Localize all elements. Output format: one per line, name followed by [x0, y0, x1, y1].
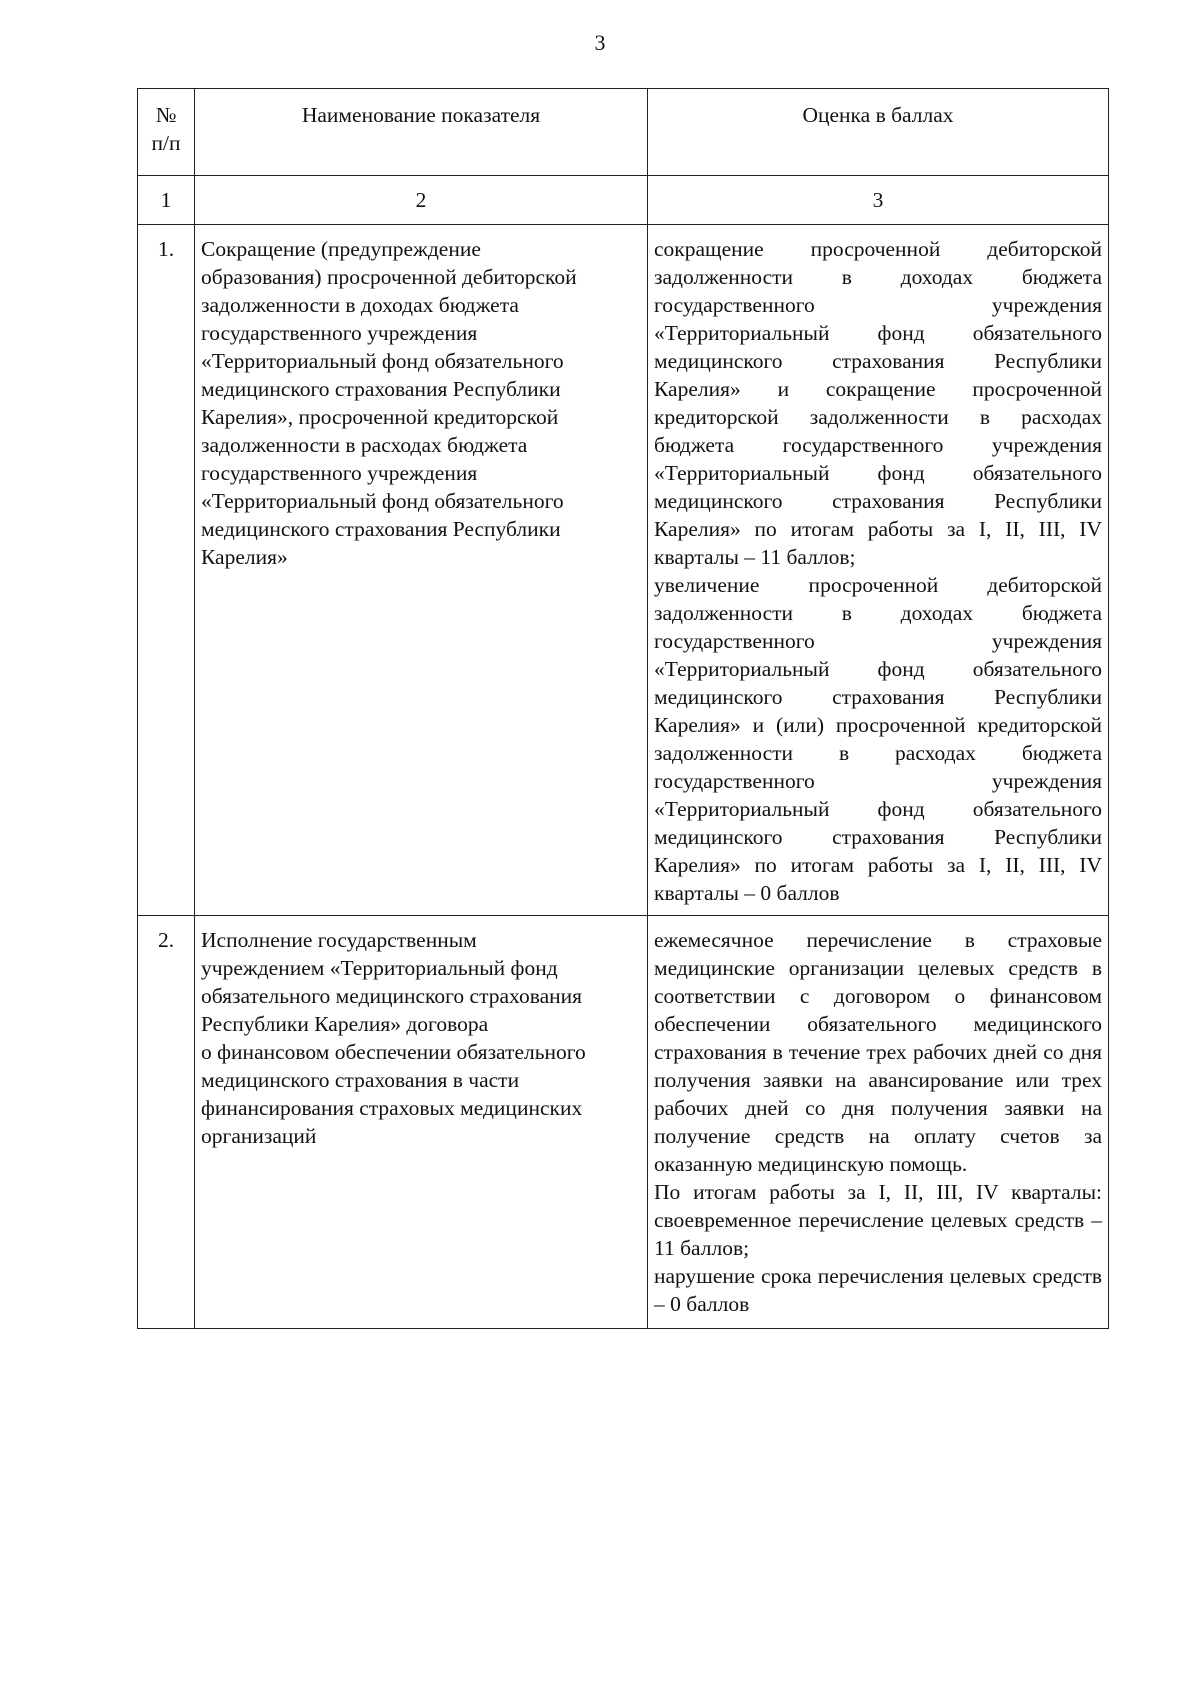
score-paragraph: По итогам работы за I, II, III, IV кварталы: своевременное перечисление целевых средств – 11 баллов;	[654, 1180, 1102, 1260]
indicator-name-line: задолженности в расходах бюджета	[201, 433, 528, 457]
score-description	[648, 225, 1109, 916]
indicator-name	[195, 916, 648, 1329]
column-number-3: 3	[648, 176, 1109, 225]
column-number-2: 2	[195, 176, 648, 225]
header-indicator-name: Наименование показателя	[195, 89, 648, 176]
score-paragraph: нарушение срока перечисления целевых средств – 0 баллов	[654, 1264, 1102, 1316]
indicator-name-line: Карелия», просроченной кредиторской	[201, 405, 559, 429]
page-number: 3	[594, 30, 606, 55]
header-score: Оценка в баллах	[648, 89, 1109, 176]
table-row	[138, 916, 1109, 1329]
table-header-row	[138, 89, 1109, 176]
row-number: 1.	[138, 225, 195, 916]
column-number-1: 1	[138, 176, 195, 225]
header-number	[138, 89, 195, 176]
indicator-name	[195, 225, 648, 916]
indicator-name-line: медицинского страхования в части	[201, 1068, 520, 1092]
score-paragraph: увеличение просроченной дебиторской задолженности в доходах бюджета государственного учреждения «Территориальный фонд обязательного медицинского страхования Республики Карелия» и (или) просроченной кредиторской задолженности в расходах бюджета государственного учреждения «Территориальный фонд обязательного медицинского страхования Республики Карелия» по итогам работы за I, II, III, IV кварталы – 0 баллов	[654, 573, 1102, 905]
indicator-name-line: медицинского страхования Республики	[201, 377, 561, 401]
header-number-symbol: №	[155, 103, 177, 127]
indicator-name-line: задолженности в доходах бюджета	[201, 293, 519, 317]
indicator-name-line: учреждением «Территориальный фонд	[201, 956, 558, 980]
indicator-name-line: государственного учреждения	[201, 461, 478, 485]
indicator-name-line: Сокращение (предупреждение	[201, 237, 481, 261]
indicator-name-line: о финансовом обеспечении обязательного	[201, 1040, 586, 1064]
score-paragraph: ежемесячное перечисление в страховые медицинские организации целевых средств в соответствии с договором о финансовом обеспечении обязательного медицинского страхования в течение трех рабочих дней со дня получения заявки на авансирование или трех рабочих дней со дня получения заявки на получение средств на оплату счетов за оказанную медицинскую помощь.	[654, 928, 1102, 1176]
indicator-name-line: финансирования страховых медицинских	[201, 1096, 583, 1120]
score-description	[648, 916, 1109, 1329]
score-paragraph: сокращение просроченной дебиторской задолженности в доходах бюджета государственного учреждения «Территориальный фонд обязательного медицинского страхования Республики Карелия» и сокращение просроченной кредиторской задолженности в расходах бюджета государственного учреждения «Территориальный фонд обязательного медицинского страхования Республики Карелия» по итогам работы за I, II, III, IV кварталы – 11 баллов;	[654, 237, 1102, 569]
indicator-name-line: государственного учреждения	[201, 321, 478, 345]
indicator-name-line: Исполнение государственным	[201, 928, 477, 952]
column-numbers-row	[138, 176, 1109, 225]
indicator-name-line: организаций	[201, 1124, 317, 1148]
indicators-table	[137, 88, 1109, 1329]
indicator-name-line: «Территориальный фонд обязательного	[201, 349, 564, 373]
row-number: 2.	[138, 916, 195, 1329]
indicator-name-line: медицинского страхования Республики	[201, 517, 561, 541]
indicator-name-line: образования) просроченной дебиторской	[201, 265, 577, 289]
table-row	[138, 225, 1109, 916]
indicator-name-line: обязательного медицинского страхования	[201, 984, 583, 1008]
indicator-name-line: Республики Карелия» договора	[201, 1012, 489, 1036]
indicator-name-line: «Территориальный фонд обязательного	[201, 489, 564, 513]
header-number-abbr: п/п	[151, 131, 181, 155]
indicator-name-line: Карелия»	[201, 545, 288, 569]
